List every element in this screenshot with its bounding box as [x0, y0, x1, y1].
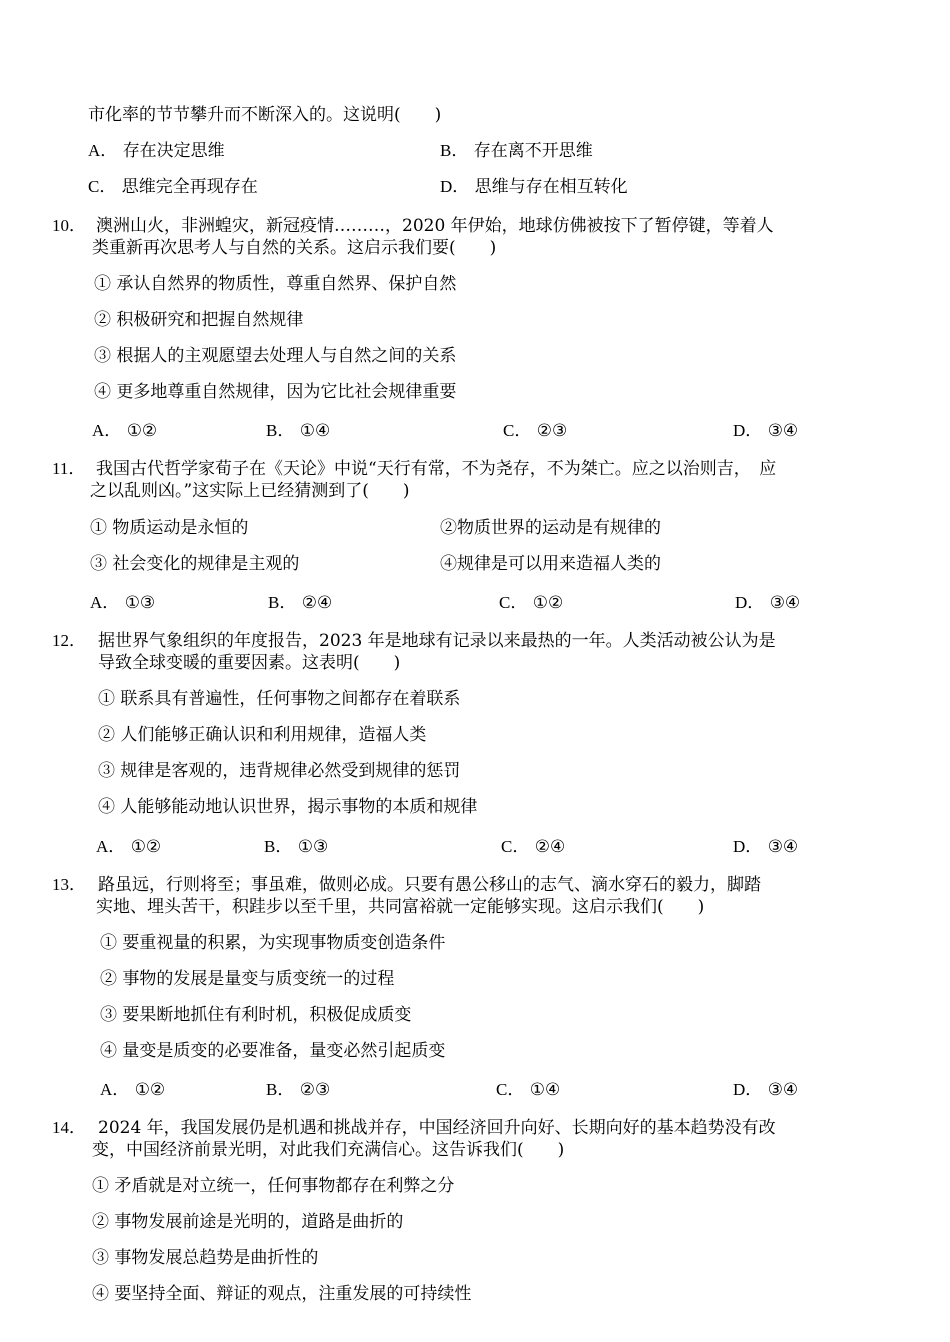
- option-text: ①③: [297, 837, 329, 857]
- q10-stem-line-2: 类重新再次思考人与自然的关系。这启示我们要( ): [92, 238, 497, 258]
- q13-item-1: ① 要重视量的积累，为实现事物质变创造条件: [100, 933, 446, 953]
- option-text: ①②: [532, 593, 564, 613]
- option-text: ②③: [536, 421, 568, 441]
- q11-item-2: ②物质世界的运动是有规律的: [440, 518, 661, 538]
- option-letter: C．: [88, 177, 117, 196]
- q12-stem-line-1: 据世界气象组织的年度报告，2023 年是地球有记录以来最热的一年。人类活动被公认为是: [98, 631, 776, 651]
- q13-item-3: ③ 要果断地抓住有利时机，积极促成质变: [100, 1005, 412, 1025]
- q11-stem-line-1: 我国古代哲学家荀子在《天论》中说“天行有常，不为尧存，不为桀亡。应之以治则吉， 应: [96, 459, 777, 479]
- q12-option-d: [733, 836, 798, 858]
- q12-number: 12．: [52, 631, 86, 650]
- q14-item-3: ③ 事物发展总趋势是曲折性的: [92, 1248, 319, 1268]
- option-letter: C．: [503, 421, 532, 440]
- option-letter: C．: [499, 593, 528, 612]
- q13-option-d: [733, 1079, 798, 1101]
- q13-stem-line-1: 路虽远，行则将至；事虽难，做则必成。只要有愚公移山的志气、滴水穿石的毅力，脚踏: [98, 875, 761, 895]
- option-letter: A．: [96, 837, 126, 856]
- q12-option-c: [501, 836, 565, 858]
- q10-option-a: [92, 420, 157, 442]
- q11-item-3: ③ 社会变化的规律是主观的: [90, 554, 300, 574]
- q10-item-4: ④ 更多地尊重自然规律，因为它比社会规律重要: [94, 382, 457, 402]
- option-letter: B．: [268, 593, 297, 612]
- q11-item-1: ① 物质运动是永恒的: [90, 518, 249, 538]
- option-text: 存在决定思维: [122, 141, 225, 161]
- carry-over-stem: 市化率的节节攀升而不断深入的。这说明( ): [88, 105, 442, 125]
- option-letter: D．: [735, 593, 765, 612]
- option-letter: D．: [733, 421, 763, 440]
- q11-stem-line-2: 之以乱则凶。”这实际上已经猜测到了( ): [90, 481, 410, 501]
- option-letter: C．: [496, 1080, 525, 1099]
- option-letter: D．: [733, 1080, 763, 1099]
- option-letter: B．: [266, 421, 295, 440]
- option-letter: A．: [90, 593, 120, 612]
- q11-option-a: [90, 592, 155, 614]
- q11-option-b: [268, 592, 332, 614]
- option-text: ①④: [529, 1080, 561, 1100]
- option-text: ③④: [767, 837, 799, 857]
- option-text: 思维与存在相互转化: [474, 177, 628, 197]
- q12-item-3: ③ 规律是客观的，违背规律必然受到规律的惩罚: [98, 761, 461, 781]
- q13-option-b: [266, 1079, 330, 1101]
- option-text: ①②: [130, 837, 162, 857]
- q10-item-3: ③ 根据人的主观愿望去处理人与自然之间的关系: [94, 346, 457, 366]
- option-letter: A．: [92, 421, 122, 440]
- option-letter: B．: [440, 141, 469, 160]
- q10-option-c: [503, 420, 567, 442]
- q13-item-2: ② 事物的发展是量变与质变统一的过程: [100, 969, 395, 989]
- q10-stem-line-1: 澳洲山火，非洲蝗灾，新冠疫情………，2020 年伊始，地球仿佛被按下了暂停键，等着人: [96, 216, 774, 236]
- q12-stem-line-2: 导致全球变暖的重要因素。这表明( ): [98, 653, 401, 673]
- q13-stem-line-2: 实地、埋头苦干，积跬步以至千里，共同富裕就一定能够实现。这启示我们( ): [96, 897, 705, 917]
- option-text: ③④: [769, 593, 801, 613]
- q14-item-4: ④ 要坚持全面、辩证的观点，注重发展的可持续性: [92, 1284, 472, 1304]
- option-text: ①④: [299, 421, 331, 441]
- option-text: ③④: [767, 1080, 799, 1100]
- option-letter: A．: [88, 141, 118, 160]
- option-text: 存在离不开思维: [473, 141, 593, 161]
- q12-item-2: ② 人们能够正确认识和利用规律，造福人类: [98, 725, 427, 745]
- q14-stem-line-1: 2024 年，我国发展仍是机遇和挑战并存，中国经济回升向好、长期向好的基本趋势没有改: [98, 1118, 776, 1138]
- q9-option-b: [440, 140, 593, 162]
- q13-option-a: [100, 1079, 165, 1101]
- q10-item-2: ② 积极研究和把握自然规律: [94, 310, 304, 330]
- q10-option-d: [733, 420, 798, 442]
- q14-item-1: ① 矛盾就是对立统一，任何事物都存在利弊之分: [92, 1176, 455, 1196]
- q11-number: 11．: [52, 459, 86, 478]
- option-letter: B．: [264, 837, 293, 856]
- q14-item-2: ② 事物发展前途是光明的，道路是曲折的: [92, 1212, 404, 1232]
- option-text: 思维完全再现存在: [121, 177, 258, 197]
- q10-number: 10．: [52, 216, 86, 235]
- q12-item-4: ④ 人能够能动地认识世界，揭示事物的本质和规律: [98, 797, 478, 817]
- q13-option-c: [496, 1079, 560, 1101]
- q10-option-b: [266, 420, 330, 442]
- option-letter: B．: [266, 1080, 295, 1099]
- option-letter: A．: [100, 1080, 130, 1099]
- q10-item-1: ① 承认自然界的物质性，尊重自然界、保护自然: [94, 274, 457, 294]
- option-text: ②④: [301, 593, 333, 613]
- q11-option-c: [499, 592, 563, 614]
- option-letter: D．: [733, 837, 763, 856]
- q12-option-a: [96, 836, 161, 858]
- q13-number: 13．: [52, 875, 86, 894]
- q12-item-1: ① 联系具有普遍性，任何事物之间都存在着联系: [98, 689, 461, 709]
- option-letter: C．: [501, 837, 530, 856]
- q9-option-d: [440, 176, 628, 198]
- q11-option-d: [735, 592, 800, 614]
- q9-option-a: [88, 140, 225, 162]
- q11-item-4: ④规律是可以用来造福人类的: [440, 554, 661, 574]
- option-text: ①②: [134, 1080, 166, 1100]
- q9-option-c: [88, 176, 258, 198]
- option-text: ②③: [299, 1080, 331, 1100]
- q14-number: 14．: [52, 1118, 86, 1137]
- q13-item-4: ④ 量变是质变的必要准备，量变必然引起质变: [100, 1041, 446, 1061]
- q14-stem-line-2: 变，中国经济前景光明，对此我们充满信心。这告诉我们( ): [92, 1140, 565, 1160]
- option-letter: D．: [440, 177, 470, 196]
- option-text: ①③: [124, 593, 156, 613]
- option-text: ②④: [534, 837, 566, 857]
- option-text: ③④: [767, 421, 799, 441]
- option-text: ①②: [126, 421, 158, 441]
- q12-option-b: [264, 836, 328, 858]
